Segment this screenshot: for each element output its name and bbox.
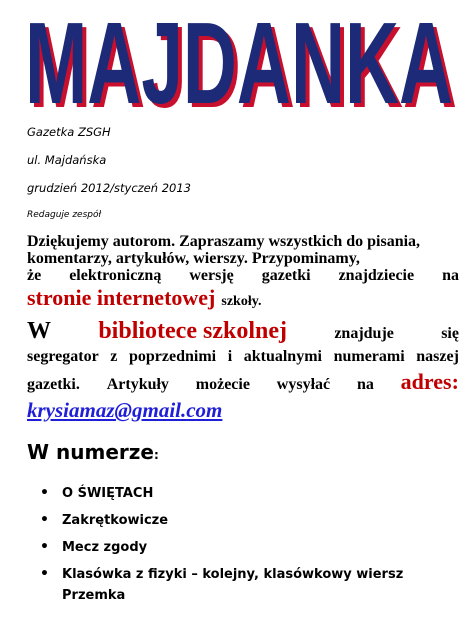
website-highlight: stronie internetowej [27, 285, 216, 310]
masthead-logo [20, 6, 460, 114]
masthead-title: MAJDANKA [25, 6, 453, 114]
list-item [40, 564, 460, 606]
intro-word: gazetki [261, 267, 311, 284]
list-item [40, 510, 460, 531]
intro-word: z [110, 348, 118, 365]
intro-word: na [442, 267, 459, 284]
in-this-issue-heading [27, 440, 159, 464]
intro-word: W [27, 318, 51, 344]
intro-word: na [356, 376, 374, 393]
intro-word: Artykuły [106, 376, 169, 393]
bullet-icon: • [40, 485, 49, 501]
intro-line-5 [27, 318, 459, 344]
intro-word: możecie [195, 376, 250, 393]
intro-word: aktualnymi [243, 348, 322, 365]
intro-word: szkoły. [221, 294, 262, 309]
contents-list [40, 483, 460, 612]
list-item-label: Klasówka z fizyki – kolejny, klasówkowy wiersz Przemka [62, 567, 404, 603]
intro-word: i [227, 348, 233, 365]
bullet-icon: • [40, 539, 49, 555]
heading-text: W numerze [27, 440, 154, 464]
masthead-svg [20, 6, 460, 114]
intro-line-7 [27, 369, 459, 394]
library-highlight: bibliotece szkolnej [98, 318, 287, 344]
list-item-label: O ŚWIĘTACH [62, 486, 154, 501]
list-item [40, 483, 460, 504]
list-item-label: Mecz zgody [62, 540, 148, 555]
intro-line-6 [27, 349, 459, 365]
intro-word: naszej [416, 348, 459, 365]
newsletter-name: Gazetka ZSGH [27, 125, 111, 139]
intro-word: się [441, 325, 459, 342]
intro-word: znajdziecie [338, 267, 415, 284]
intro-word: gazetki. [27, 376, 80, 393]
intro-word: wersję [189, 267, 234, 284]
bullet-icon: • [40, 512, 49, 528]
bullet-icon: • [40, 566, 49, 582]
list-item [40, 537, 460, 558]
email-link[interactable]: krysiamaz@gmail.com [27, 398, 223, 422]
intro-line-1: Dziękujemy autorom. Zapraszamy wszystkich do pisania, [27, 233, 421, 250]
intro-word: że [27, 267, 42, 284]
intro-word: wysyłać [276, 376, 331, 393]
intro-line-4 [27, 285, 459, 310]
school-address: ul. Majdańska [27, 153, 107, 167]
list-item-label: Zakrętkowicze [62, 513, 169, 528]
editors-note: Redaguje zespół [27, 210, 102, 220]
intro-word: segregator [27, 348, 99, 365]
intro-line-2: komentarzy, artykułów, wierszy. Przypominamy, [27, 250, 360, 267]
intro-line-3 [27, 268, 459, 284]
intro-word: znajduje [334, 325, 394, 342]
intro-word: elektroniczną [69, 267, 162, 284]
intro-word: poprzednimi [128, 348, 217, 365]
intro-word: numerami [333, 348, 405, 365]
address-highlight: adres: [400, 369, 459, 394]
masthead-shadow: MAJDANKA [29, 6, 457, 114]
issue-date: grudzień 2012/styczeń 2013 [27, 181, 191, 195]
heading-colon: : [153, 448, 159, 462]
